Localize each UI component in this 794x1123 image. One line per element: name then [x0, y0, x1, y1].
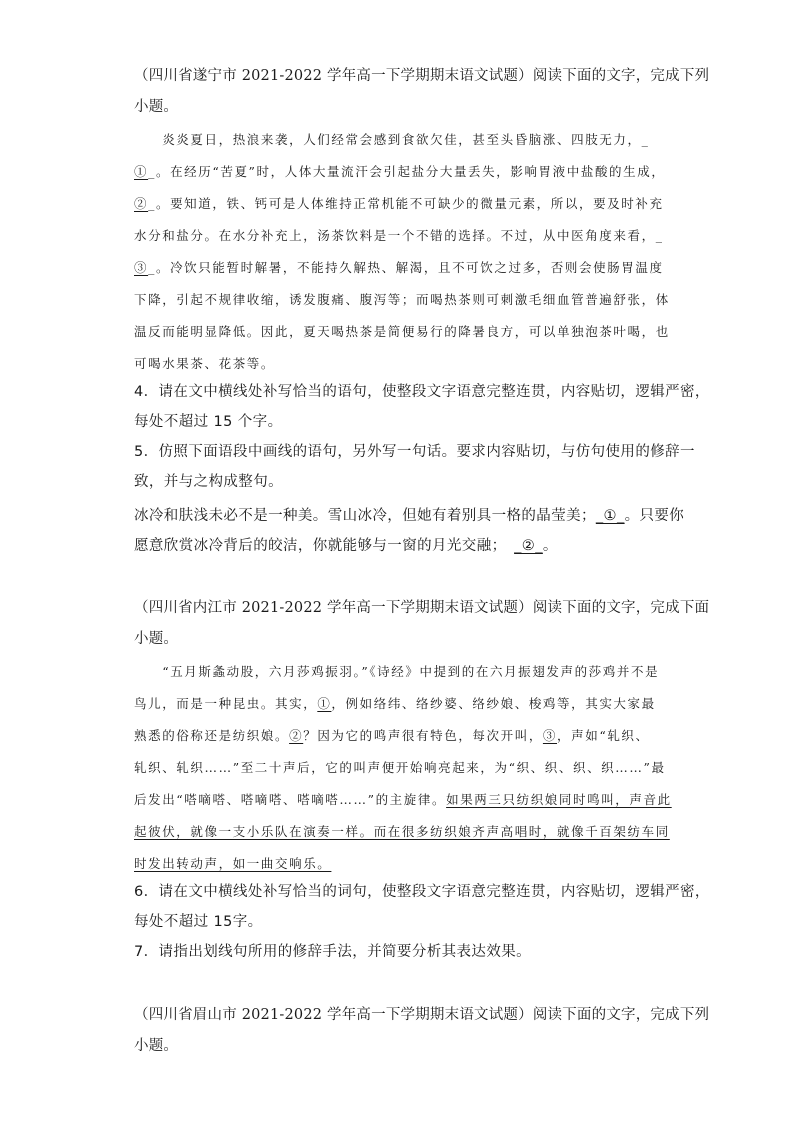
- passage-line: 温反而能明显降低。因此，夏天喝热茶是简便易行的降暑良方，可以单独泡茶叶喝，也: [134, 324, 670, 339]
- blank-3: ③: [542, 728, 558, 743]
- passage-line: ①_。在经历“苦夏”时，人体大量流汗会引起盐分大量丢失，影响胃液中盐酸的生成，: [134, 164, 666, 179]
- question-4: 4．请在文中横线处补写恰当的语句，使整段文字语意完整连贯，内容贴切，逻辑严密，: [134, 384, 710, 400]
- blank-3-number: ③: [134, 260, 149, 275]
- question-4-cont: 每处不超过 15 个字。: [134, 414, 283, 430]
- section-header: （四川省遂宁市 2021-2022 学年高一下学期期末语文试题）阅读下面的文字，完成下列: [134, 68, 710, 84]
- question-7: 7．请指出划线句所用的修辞手法，并简要分析其表达效果。: [134, 944, 532, 960]
- section-header: 小题。: [134, 631, 179, 647]
- section-header: 小题。: [134, 99, 179, 115]
- passage-line: 可喝水果茶、花茶等。: [134, 356, 276, 371]
- blank-3: _: [655, 228, 664, 243]
- blank-2-number: ②: [134, 196, 149, 211]
- section-header: （四川省内江市 2021-2022 学年高一下学期期末语文试题）阅读下面的文字，完成下面: [134, 600, 710, 616]
- blank-1-number: ①: [134, 164, 149, 179]
- passage-line: ③_。冷饮只能暂时解暑，不能持久解热、解渴，且不可饮之过多，否则会使肠胃温度: [134, 260, 664, 275]
- underlined-sentence: 如果两三只纺织娘同时鸣叫，声音此: [446, 792, 672, 807]
- question-6-cont: 每处不超过 15字。: [134, 914, 263, 930]
- passage-line: 后发出“嗒嘀嗒、嗒嘀嗒、嗒嘀嗒……”的主旋律。如果两三只纺织娘同时鸣叫，声音此: [134, 792, 672, 807]
- underlined-sentence: 起彼伏，就像一支小乐队在演奏一样。而在很多纺织娘齐声高唱时，就像千百架纺车同: [134, 824, 670, 839]
- passage-line: 轧织、轧织……”至二十声后，它的叫声便开始响亮起来，为“织、织、织、织……”最: [134, 760, 666, 775]
- passage-line: 水分和盐分。在水分补充上，汤茶饮料是一个不错的选择。不过，从中医角度来看，_: [134, 228, 664, 243]
- section-header: 小题。: [134, 1038, 179, 1054]
- passage-line: ②_。要知道，铁、钙可是人体维持正常机能不可缺少的微量元素，所以，要及时补充: [134, 196, 664, 211]
- passage-line: 炎炎夏日，热浪来袭，人们经常会感到食欲欠佳，甚至头昏脑涨、四肢无力，_: [134, 132, 650, 147]
- section-neijiang: [134, 596, 710, 966]
- question-6: 6．请在文中横线处补写恰当的词句，使整段文字语意完整连贯，内容贴切，逻辑严密，: [134, 884, 710, 900]
- blank-2: ②: [289, 728, 304, 743]
- section-meishan: [134, 1003, 710, 1073]
- underlined-sentence: 时发出转动声，如一曲交响乐。: [134, 856, 332, 871]
- imitation-blank-1: _①_: [595, 508, 625, 524]
- passage-line: “五月斯螽动股，六月莎鸡振羽。”《诗经》中提到的在六月振翅发声的莎鸡并不是: [134, 664, 660, 679]
- imitation-line: 冰冷和肤浅未必不是一种美。雪山冰冷，但她有着别具一格的晶莹美；_①_。只要你: [134, 508, 685, 524]
- section-header: （四川省眉山市 2021-2022 学年高一下学期期末语文试题）阅读下面的文字，完成下列: [134, 1007, 710, 1023]
- imitation-blank-2: _②_: [514, 538, 543, 554]
- passage-line: 下降，引起不规律收缩，诱发腹痛、腹泻等；而喝热茶则可刺激毛细血管普遍舒张，体: [134, 292, 670, 307]
- section-suining: [134, 64, 710, 564]
- passage-line: 鸟儿，而是一种昆虫。其实，①，例如络纬、络纱婆、络纱娘、梭鸡等，其实大家最: [134, 696, 656, 711]
- question-5-cont: 致，并与之构成整句。: [134, 474, 283, 490]
- blank-1: _: [641, 132, 650, 147]
- imitation-line: 愿意欣赏冰冷背后的皎洁，你就能够与一窗的月光交融； _②_。: [134, 538, 558, 554]
- blank-1: ①: [317, 696, 332, 711]
- passage-line: 熟悉的俗称还是纺织娘。②？因为它的鸣声很有特色，每次开叫，③，声如“轧织、: [134, 728, 650, 743]
- question-5: 5．仿照下面语段中画线的语句，另外写一句话。要求内容贴切，与仿句使用的修辞一: [134, 444, 695, 460]
